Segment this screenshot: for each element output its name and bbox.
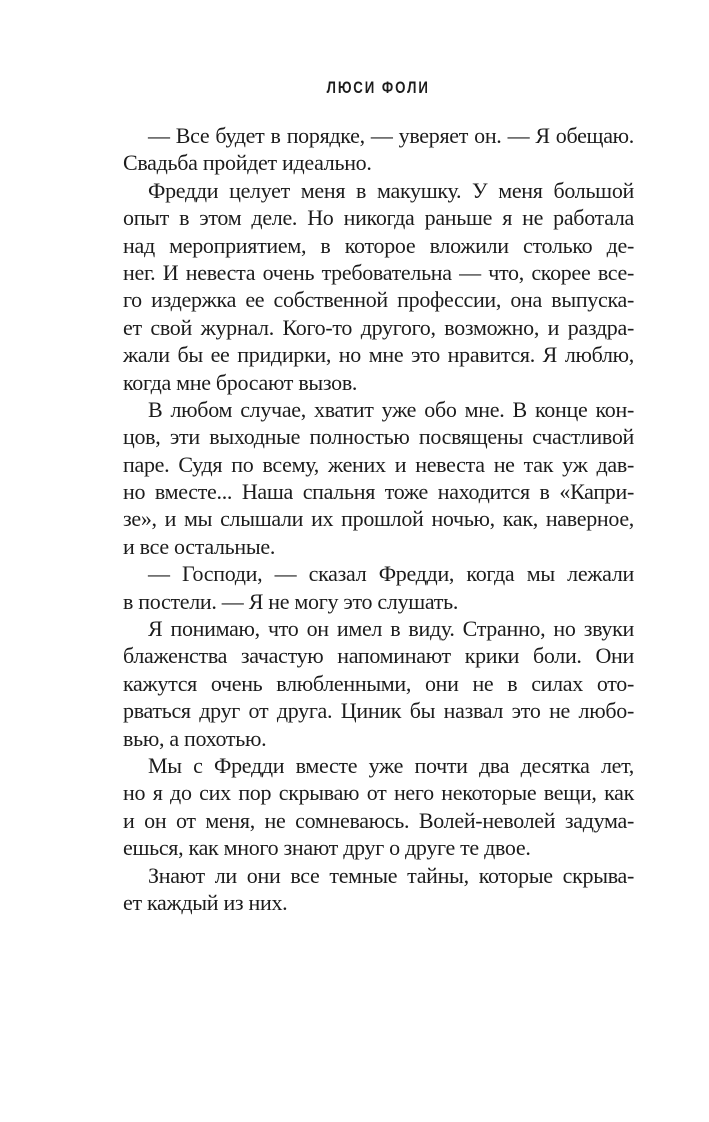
- text-line: и он от меня, не сомневаюсь. Волей-неволей задума-: [123, 807, 634, 833]
- text-line: ет каждый из них.: [123, 889, 288, 915]
- paragraph: [123, 560, 634, 615]
- text-line: кажутся очень влюбленными, они не в силах ото-: [123, 670, 634, 696]
- text-line: Знают ли они все темные тайны, которые скрыва-: [148, 862, 634, 888]
- text-line: в постели. — Я не могу это слушать.: [123, 588, 459, 614]
- paragraph: [123, 177, 634, 396]
- text-line: опыт в этом деле. Но никогда раньше я не работала: [123, 205, 634, 231]
- text-line: цов, эти выходные полностью посвящены счастливой: [123, 424, 634, 450]
- text-line: Мы с Фредди вместе уже почти два десятка лет,: [148, 752, 634, 778]
- text-line: Фредди целует меня в макушку. У меня большой: [148, 177, 634, 203]
- text-line: жали бы ее придирки, но мне это нравится. Я люблю,: [123, 342, 634, 368]
- text-line: когда мне бросают вызов.: [123, 369, 358, 395]
- text-line: В любом случае, хватит уже обо мне. В конце кон-: [148, 396, 634, 422]
- text-line: — Все будет в порядке, — уверяет он. — Я обещаю.: [148, 123, 634, 148]
- text-line: Я понимаю, что он имел в виду. Странно, но звуки: [148, 616, 634, 642]
- text-line: нег. И невеста очень требовательна — что, скорее все-: [123, 259, 634, 285]
- text-line: паре. Судя по всему, жених и невеста не так уж дав-: [123, 451, 634, 477]
- text-line: — Господи, — сказал Фредди, когда мы лежали: [148, 561, 634, 587]
- text-line: но вместе... Наша спальня тоже находится в «Капри-: [123, 479, 634, 505]
- running-header-author: ЛЮСИ ФОЛИ: [326, 78, 431, 97]
- paragraph: [123, 615, 634, 752]
- text-line: вью, а похотью.: [123, 725, 267, 751]
- text-line: блаженства зачастую напоминают крики боли. Они: [123, 643, 634, 669]
- text-line: Свадьба пройдет идеально.: [123, 150, 372, 176]
- text-line: ет свой журнал. Кого-то другого, возможно, и раздра-: [123, 314, 634, 340]
- paragraph: [123, 122, 634, 177]
- page-text: [123, 122, 634, 916]
- text-line: рваться друг от друга. Циник бы назвал это не любо-: [123, 698, 634, 724]
- text-line: го издержка ее собственной профессии, она выпуска-: [123, 287, 634, 313]
- text-line: и все остальные.: [123, 533, 276, 559]
- paragraph: [123, 752, 634, 862]
- text-line: зе», и мы слышали их прошлой ночью, как, наверное,: [123, 506, 634, 532]
- text-line: но я до сих пор скрываю от него некоторые вещи, как: [123, 780, 634, 806]
- text-line: ешься, как много знают друг о друге те двое.: [123, 835, 531, 861]
- running-header: [123, 78, 634, 98]
- text-line: над мероприятием, в которое вложили столько де-: [123, 232, 634, 258]
- paragraph: [123, 396, 634, 560]
- paragraph: [123, 862, 634, 917]
